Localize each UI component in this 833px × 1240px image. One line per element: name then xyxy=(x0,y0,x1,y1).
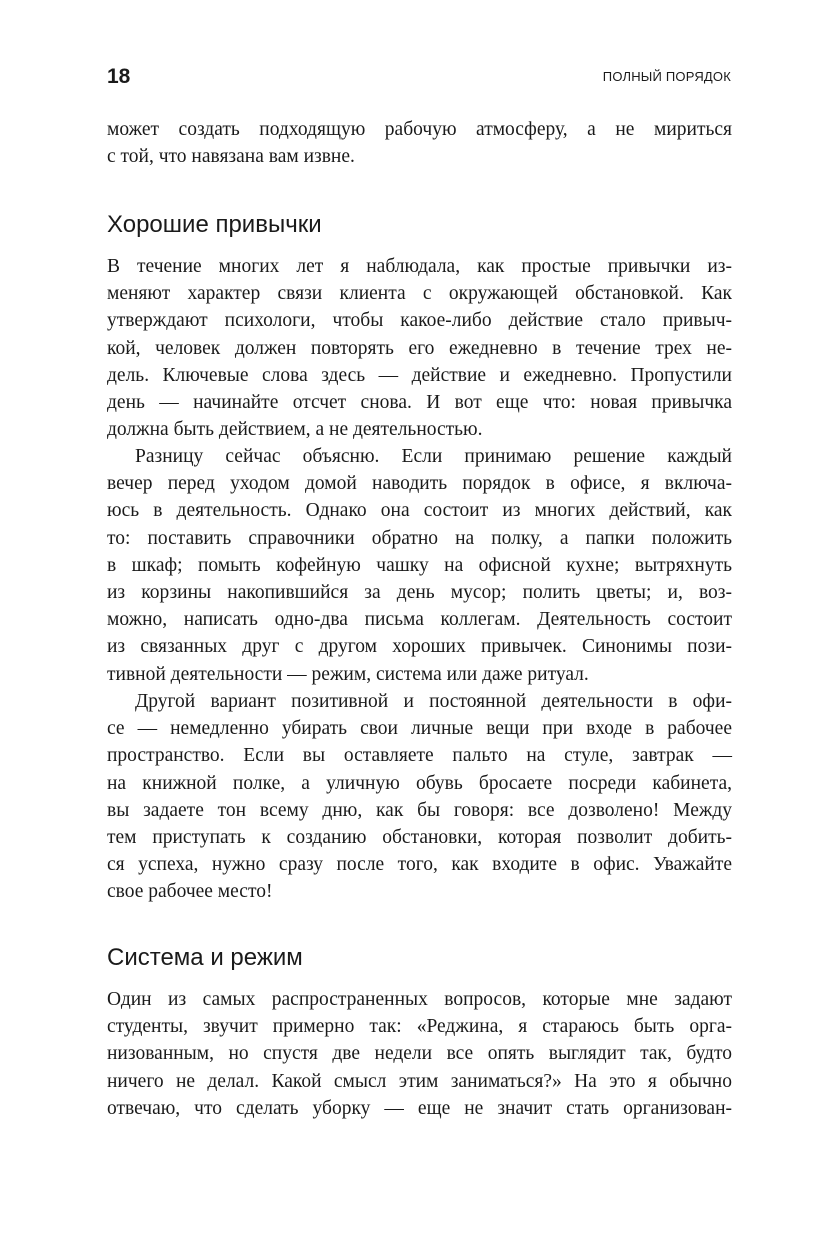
text-line: должна быть действием, а не деятельностью. xyxy=(107,419,483,441)
text-line: свое рабочее место! xyxy=(107,881,273,903)
text-line: то: поставить справочники обратно на полку, а папки положить xyxy=(107,527,732,549)
text-line: Другой вариант позитивной и постоянной деятельности в офи- xyxy=(135,691,732,712)
text-line: в шкаф; помыть кофейную чашку на офисной кухне; вытряхнуть xyxy=(107,554,732,576)
paragraph xyxy=(107,443,732,688)
text-line: юсь в деятельность. Однако она состоит из многих действий, как xyxy=(107,500,732,522)
text-line: низованным, но спустя две недели все опять выглядит так, будто xyxy=(107,1043,732,1065)
text-line: из связанных друг с другом хороших привычек. Синонимы пози- xyxy=(107,636,732,658)
text-line: с той, что навязана вам извне. xyxy=(107,146,355,168)
section-heading-system-and-routine: Система и режим xyxy=(107,944,303,971)
text-line: вечер перед уходом домой наводить порядок в офисе, я включа- xyxy=(107,473,732,495)
intro-paragraph xyxy=(107,116,732,170)
page-number: 18 xyxy=(107,65,131,88)
text-line: ничего не делал. Какой смысл этим заниматься?» На это я обычно xyxy=(107,1070,732,1092)
text-line: день — начинайте отсчет снова. И вот еще что: новая привычка xyxy=(107,392,732,414)
text-line: студенты, звучит примерно так: «Реджина, я стараюсь быть орга- xyxy=(107,1016,732,1038)
text-line: можно, написать одно-два письма коллегам. Деятельность состоит xyxy=(107,609,732,631)
paragraph xyxy=(107,986,732,1122)
text-line: на книжной полке, а уличную обувь бросаете посреди кабинета, xyxy=(107,772,732,794)
text-line: пространство. Если вы оставляете пальто на стуле, завтрак — xyxy=(107,745,732,767)
text-line: дель. Ключевые слова здесь — действие и ежедневно. Пропустили xyxy=(107,364,732,386)
text-line: тем приступать к созданию обстановки, которая позволит добить- xyxy=(107,827,732,849)
text-line: отвечаю, что сделать уборку — еще не значит стать организован- xyxy=(107,1097,732,1119)
text-line: Один из самых распространенных вопросов, которые мне задают xyxy=(107,989,732,1010)
text-line: се — немедленно убирать свои личные вещи при входе в рабочее xyxy=(107,718,732,740)
paragraph xyxy=(107,688,732,906)
text-line: кой, человек должен повторять его ежедневно в течение трех не- xyxy=(107,337,732,359)
text-line: меняют характер связи клиента с окружающей обстановкой. Как xyxy=(107,283,732,305)
text-line: ся успеха, нужно сразу после того, как входите в офис. Уважайте xyxy=(107,854,732,876)
text-line: тивной деятельности — режим, система или даже ритуал. xyxy=(107,663,589,685)
text-line: из корзины накопившийся за день мусор; полить цветы; и, воз- xyxy=(107,582,732,604)
text-line: В течение многих лет я наблюдала, как простые привычки из- xyxy=(107,256,732,277)
text-line: вы задаете тон всему дню, как бы говоря: все дозволено! Между xyxy=(107,799,732,821)
text-line: утверждают психологи, чтобы какое-либо действие стало привыч- xyxy=(107,310,732,332)
running-title: ПОЛНЫЙ ПОРЯДОК xyxy=(602,69,731,84)
text-line: Разницу сейчас объясню. Если принимаю решение каждый xyxy=(135,446,732,467)
section-heading-good-habits: Хорошие привычки xyxy=(107,211,322,238)
text-line: может создать подходящую рабочую атмосферу, а не мириться xyxy=(107,119,732,140)
paragraph xyxy=(107,253,732,443)
